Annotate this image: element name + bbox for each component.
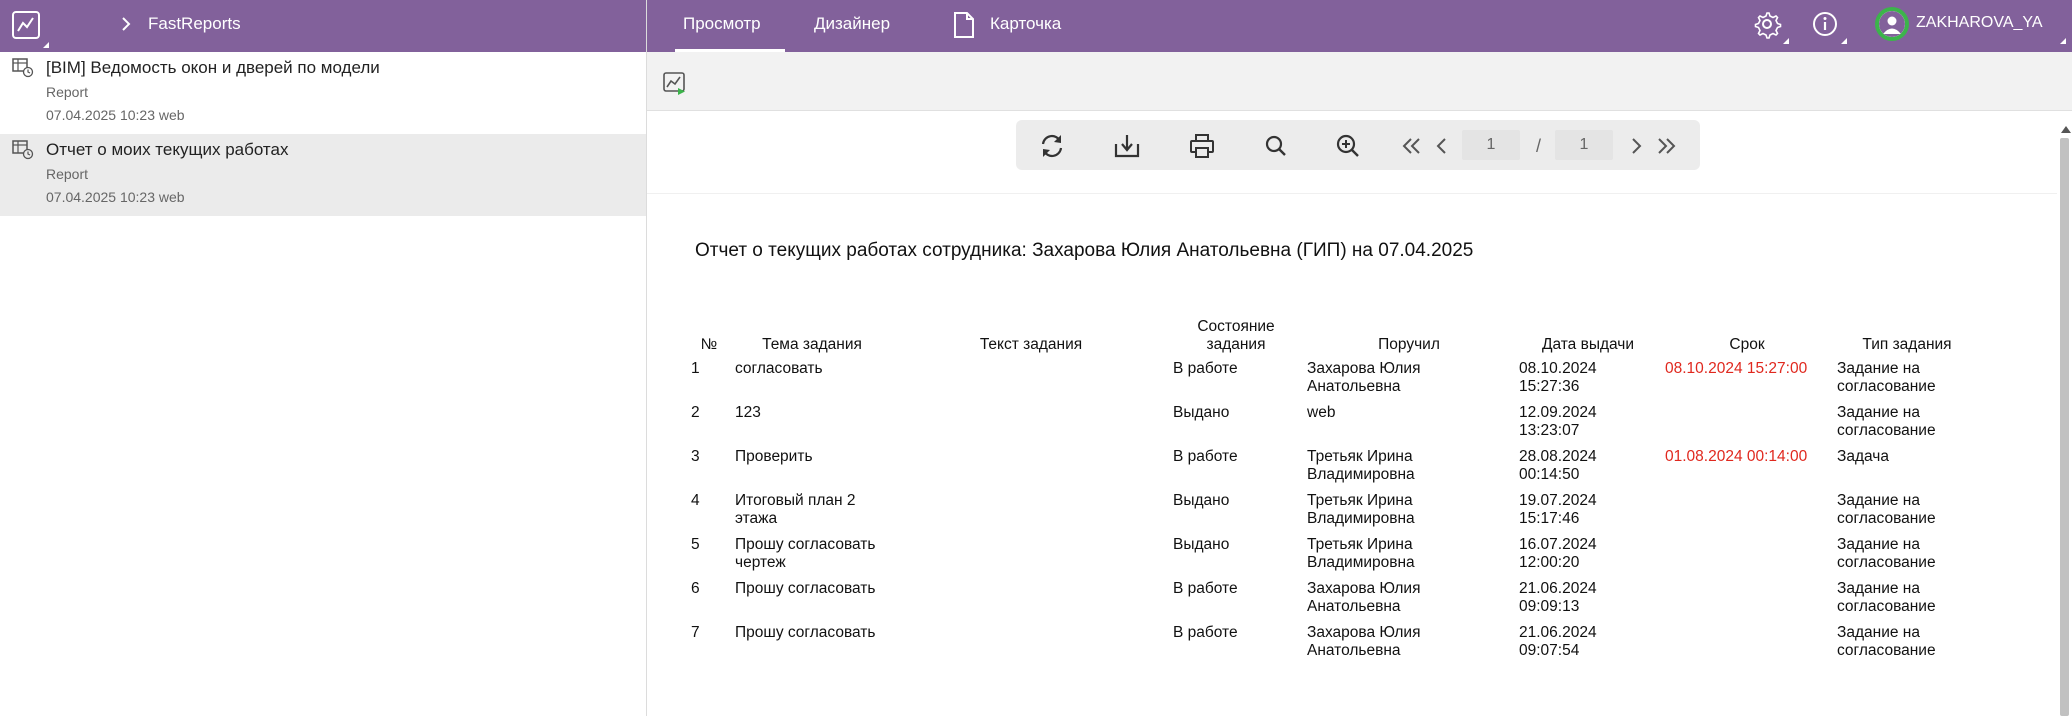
viewer-divider (647, 193, 2057, 194)
col-header: № (700, 336, 718, 353)
task-issued-date: 21.06.2024 09:07:54 (1519, 624, 1597, 659)
task-due-date: 01.08.2024 00:14:00 (1665, 448, 1808, 465)
task-text (893, 400, 1169, 444)
current-page-input[interactable]: 1 (1462, 130, 1520, 160)
task-state: Выдано (1173, 492, 1230, 509)
report-date: 07.04.2025 10:23 web (46, 189, 185, 205)
report-table-icon (12, 58, 34, 78)
report-viewer-pane (647, 0, 2072, 716)
first-page-button[interactable] (1398, 132, 1426, 160)
row-number: 1 (691, 360, 700, 377)
tab-preview-label: Просмотр (683, 14, 761, 33)
task-type: Задание на согласование (1837, 360, 1936, 395)
print-icon (1188, 132, 1216, 160)
search-button[interactable] (1262, 132, 1290, 160)
avatar[interactable] (1875, 7, 1909, 41)
task-issued-date: 12.09.2024 13:23:07 (1519, 404, 1597, 439)
col-header-label: Состояние задания (1197, 318, 1275, 353)
task-text (893, 444, 1169, 488)
menu-corner-icon (43, 42, 49, 48)
username[interactable]: ZAKHAROVA_YA (1916, 14, 2043, 31)
left-header (0, 0, 646, 52)
task-text (893, 532, 1169, 576)
row-number: 5 (691, 536, 700, 553)
table-header-row (687, 318, 1981, 356)
report-table-icon (12, 140, 34, 160)
task-type: Задание на согласование (1837, 624, 1936, 659)
task-type: Задание на согласование (1837, 404, 1936, 439)
row-number: 3 (691, 448, 700, 465)
task-topic: Итоговый план 2 этажа (735, 492, 856, 527)
task-due-date (1661, 620, 1833, 664)
user-icon (1879, 11, 1905, 37)
zoom-in-icon (1334, 132, 1362, 160)
task-text (893, 576, 1169, 620)
print-button[interactable] (1188, 132, 1216, 160)
col-header: Текст задания (979, 336, 1083, 353)
task-topic: Проверить (735, 448, 813, 465)
task-type: Задание на согласование (1837, 580, 1936, 615)
task-topic: Прошу согласовать (735, 580, 876, 597)
chevron-right-icon (120, 16, 132, 32)
row-number: 2 (691, 404, 700, 421)
report-title: [BIM] Ведомость окон и дверей по модели (46, 58, 380, 77)
page-separator: / (1536, 136, 1542, 156)
task-issued-date: 21.06.2024 09:09:13 (1519, 580, 1597, 615)
report-type: Report (46, 166, 89, 182)
tab-preview[interactable] (675, 0, 785, 52)
task-due-date (1661, 400, 1833, 444)
task-state: В работе (1173, 624, 1238, 641)
task-due-date: 08.10.2024 15:27:00 (1665, 360, 1808, 377)
scroll-thumb[interactable] (2060, 138, 2069, 716)
task-state: В работе (1173, 448, 1238, 465)
task-issued-date: 28.08.2024 00:14:50 (1519, 448, 1597, 483)
table-row (687, 400, 1981, 444)
report-date: 07.04.2025 10:23 web (46, 107, 185, 123)
task-issued-date: 19.07.2024 15:17:46 (1519, 492, 1597, 527)
report-table (687, 318, 1981, 664)
task-topic: 123 (735, 404, 761, 421)
table-row (687, 444, 1981, 488)
report-heading: Отчет о текущих работах сотрудника: Захарова Юлия Анатольевна (ГИП) на 07.04.2025 (695, 240, 1474, 261)
report-list-item-selected[interactable] (0, 134, 646, 216)
chevron-left-icon (1428, 132, 1456, 160)
table-row (687, 488, 1981, 532)
tab-card[interactable] (953, 0, 1083, 52)
zoom-button[interactable] (1334, 132, 1362, 160)
task-due-date (1661, 532, 1833, 576)
info-icon[interactable] (1811, 10, 1841, 40)
col-header: Дата выдачи (1541, 336, 1635, 353)
double-chevron-right-icon (1652, 132, 1680, 160)
app-chart-icon[interactable] (12, 11, 40, 39)
search-icon (1262, 132, 1290, 160)
prev-page-button[interactable] (1428, 132, 1456, 160)
table-row (687, 576, 1981, 620)
task-assigner: Третьяк Ирина Владимировна (1307, 536, 1415, 571)
settings-corner-icon (1783, 38, 1789, 44)
task-assigner: web (1307, 404, 1336, 421)
task-assigner: Захарова Юлия Анатольевна (1307, 580, 1421, 615)
report-list-item[interactable] (0, 52, 646, 134)
tab-designer[interactable] (814, 0, 914, 52)
tab-card-label: Карточка (990, 14, 1062, 33)
info-corner-icon (1841, 38, 1847, 44)
refresh-button[interactable] (1038, 132, 1066, 160)
last-page-button[interactable] (1652, 132, 1680, 160)
task-topic: Прошу согласовать (735, 624, 876, 641)
viewer-subbar (647, 52, 2072, 111)
task-state: В работе (1173, 580, 1238, 597)
top-nav (647, 0, 2072, 52)
breadcrumb[interactable]: FastReports (148, 14, 241, 33)
task-text (893, 356, 1169, 400)
task-type: Задание на согласование (1837, 536, 1936, 571)
task-type: Задание на согласование (1837, 492, 1936, 527)
task-issued-date: 16.07.2024 12:00:20 (1519, 536, 1597, 571)
row-number: 4 (691, 492, 700, 509)
task-text (893, 620, 1169, 664)
table-row (687, 532, 1981, 576)
task-type: Задача (1837, 448, 1890, 465)
col-header: Срок (1729, 336, 1765, 353)
task-issued-date: 08.10.2024 15:27:36 (1519, 360, 1597, 395)
reports-panel (0, 0, 647, 716)
task-state: В работе (1173, 360, 1238, 377)
total-pages: 1 (1555, 130, 1613, 160)
task-topic: согласовать (735, 360, 823, 377)
user-corner-icon (2060, 38, 2066, 44)
task-assigner: Захарова Юлия Анатольевна (1307, 360, 1421, 395)
task-state: Выдано (1173, 404, 1230, 421)
table-row (687, 356, 1981, 400)
viewer-toolbar (1016, 120, 1700, 170)
col-header (1169, 318, 1303, 356)
gear-icon[interactable] (1753, 10, 1783, 40)
document-icon (953, 12, 975, 38)
double-chevron-left-icon (1398, 132, 1426, 160)
scroll-up-arrow-icon[interactable] (2061, 126, 2071, 133)
task-due-date (1661, 488, 1833, 532)
col-header: Тема задания (762, 336, 862, 353)
vertical-scrollbar[interactable] (2057, 120, 2072, 716)
refresh-icon (1038, 132, 1066, 160)
next-page-button[interactable] (1622, 132, 1650, 160)
task-due-date (1661, 576, 1833, 620)
row-number: 7 (691, 624, 700, 641)
table-row (687, 620, 1981, 664)
report-title: Отчет о моих текущих работах (46, 140, 289, 159)
col-header: Тип задания (1862, 336, 1952, 353)
task-assigner: Третьяк Ирина Владимировна (1307, 448, 1415, 483)
report-type: Report (46, 84, 89, 100)
col-header: Поручил (1378, 336, 1440, 353)
chevron-right-icon (1622, 132, 1650, 160)
task-text (893, 488, 1169, 532)
task-state: Выдано (1173, 536, 1230, 553)
download-icon (1113, 132, 1141, 160)
report-chart-icon[interactable] (663, 72, 687, 96)
row-number: 6 (691, 580, 700, 597)
task-assigner: Третьяк Ирина Владимировна (1307, 492, 1415, 527)
tab-designer-label: Дизайнер (814, 14, 891, 33)
task-assigner: Захарова Юлия Анатольевна (1307, 624, 1421, 659)
task-topic: Прошу согласовать чертеж (735, 536, 876, 571)
download-button[interactable] (1113, 132, 1141, 160)
